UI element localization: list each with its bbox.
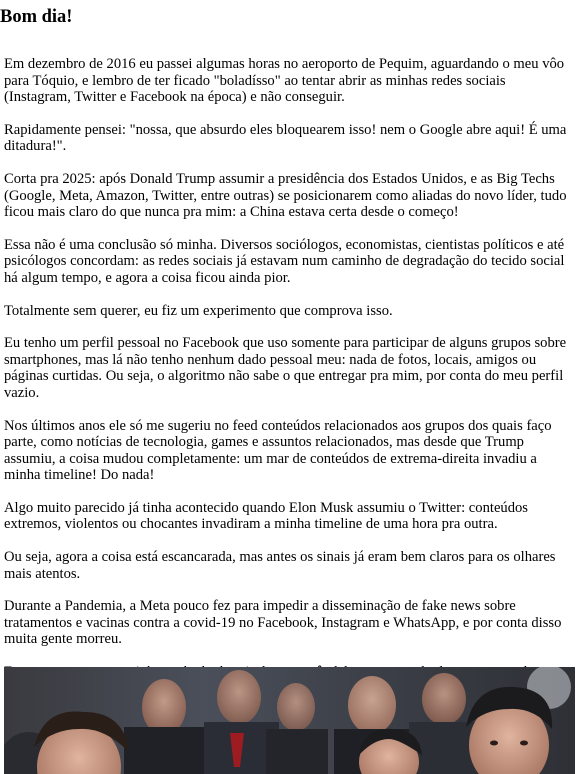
paragraph: Durante a Pandemia, a Meta pouco fez para impedir a disseminação de fake news sobre tratamentos e vacinas contra a covid-19 no Facebook, Instagram e WhatsApp, e por conta disso muita gente morreu. — [4, 598, 562, 648]
paragraph: Eu tenho um perfil pessoal no Facebook que uso somente para participar de alguns grupos sobre smartphones, mas lá não tenho nenhum dado pessoal meu: nada de fotos, locais, amigos ou páginas curtidas. Ou seja, o algoritmo não sabe o que entregar pra mim, por conta do meu perfil vazio. — [4, 335, 567, 401]
paragraph: Rapidamente pensei: "nossa, que absurdo eles bloquearem isso! nem o Google abre aqui! É uma ditadura!". — [4, 121, 567, 155]
paragraph: Corta pra 2025: após Donald Trump assumir a presidência dos Estados Unidos, e as Big Techs (Google, Meta, Amazon, Twitter, entre outras) se posicionarem como aliadas do novo líder, tudo ficou mais claro do que nunca pra mim: a China estava certa desde o começo! — [4, 170, 567, 221]
paragraph: Nos últimos anos ele só me sugeriu no feed conteúdos relacionados aos grupos dos quais faço parte, como notícias de tecnologia, games e assuntos relacionados, mas desde que Trump assumiu, a coisa mudou completamente: um mar de conteúdos de extrema-direita invadiu a minha timeline! Do nada! — [4, 417, 552, 484]
paragraph: Totalmente sem querer, eu fiz um experimento que comprova isso. — [4, 302, 393, 319]
paragraph: Ou seja, agora a coisa está escancarada, mas antes os sinais já eram bem claros para os olhares mais atentos. — [4, 549, 556, 582]
paragraph: Em dezembro de 2016 eu passei algumas horas no aeroporto de Pequim, aguardando o meu vôo para Tóquio, e lembro de ter ficado "boladísso" ao tentar abrir as minhas redes sociais (Instagram, Twitter e Facebook na época) e não conseguir. — [4, 56, 565, 106]
post-body — [4, 56, 575, 714]
paragraph: Algo muito parecido já tinha acontecido quando Elon Musk assumiu o Twitter: conteúdos extremos, violentos ou chocantes invadiram a minha timeline de uma hora pra outra. — [4, 499, 528, 533]
article-photo — [4, 667, 575, 774]
paragraph: Essa não é uma conclusão só minha. Diversos sociólogos, economistas, cientistas políticos e até psicólogos concordam: as redes sociais já estavam num caminho de degradação do tecido social há algum tempo, e agora a coisa ficou ainda pior. — [4, 236, 565, 286]
post-title: Bom dia! — [0, 7, 73, 27]
